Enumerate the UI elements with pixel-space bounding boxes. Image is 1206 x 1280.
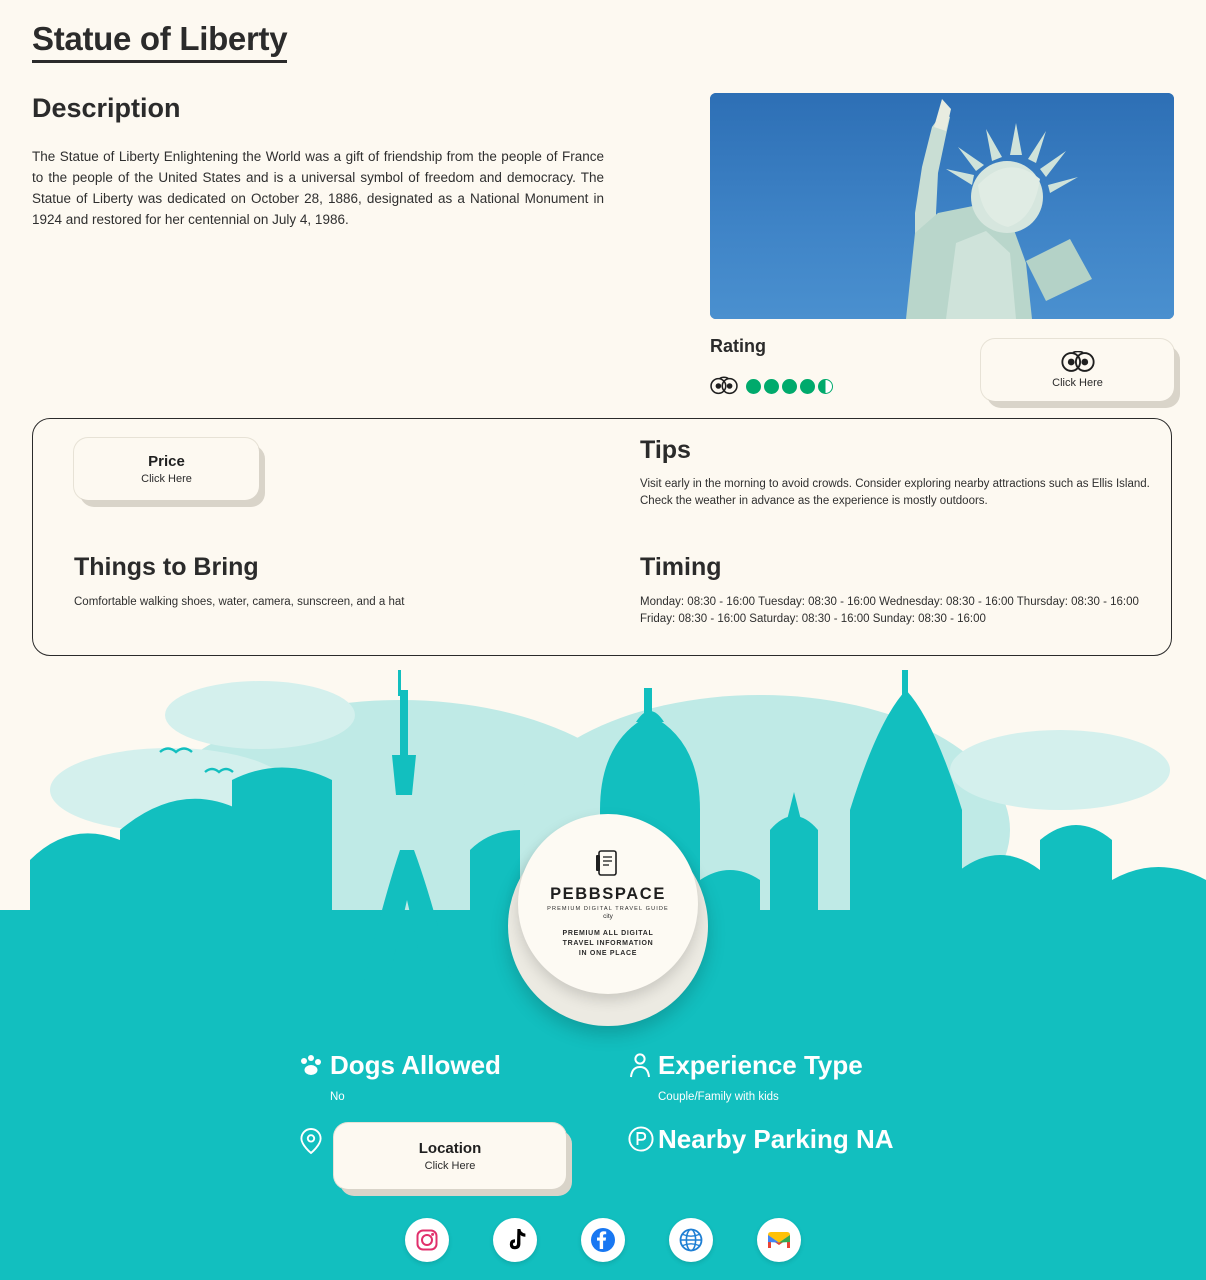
things-to-bring-body: Comfortable walking shoes, water, camera, sunscreen, and a hat: [74, 596, 405, 608]
badge-city: city: [603, 913, 613, 920]
parking-icon: [628, 1126, 654, 1152]
social-links: [0, 1218, 1206, 1262]
website-globe-icon[interactable]: [669, 1218, 713, 1262]
dogs-allowed-value: No: [330, 1091, 345, 1103]
pebbspace-logo-badge: [500, 810, 712, 1022]
hero-image: [710, 93, 1174, 319]
timing-heading: Timing: [640, 553, 722, 581]
tips-heading: Tips: [640, 436, 691, 464]
facebook-icon[interactable]: [581, 1218, 625, 1262]
tripadvisor-owl-icon: [1061, 351, 1095, 373]
rating-dot-half: [818, 379, 833, 394]
badge-tagline-line1: PREMIUM ALL DIGITAL: [562, 930, 654, 937]
experience-type-heading: Experience Type: [658, 1050, 863, 1080]
rating-dot: [746, 379, 761, 394]
location-button-title: Location: [418, 1140, 482, 1157]
tripadvisor-click-here-button[interactable]: [981, 339, 1174, 401]
price-button-label: Click Here: [141, 473, 192, 485]
instagram-icon[interactable]: [405, 1218, 449, 1262]
badge-tagline-line2: TRAVEL INFORMATION: [562, 940, 654, 947]
rating-dot: [782, 379, 797, 394]
travel-guide-book-icon: [595, 849, 621, 879]
price-button-title: Price: [148, 453, 185, 470]
tripadvisor-owl-icon: [710, 376, 738, 396]
location-button-label: Click Here: [424, 1160, 476, 1172]
description-heading: Description: [32, 93, 181, 123]
tiktok-icon[interactable]: [493, 1218, 537, 1262]
price-button[interactable]: [74, 438, 259, 500]
paw-icon: [298, 1052, 324, 1078]
gmail-icon[interactable]: [757, 1218, 801, 1262]
badge-tagline-line3: IN ONE PLACE: [578, 950, 638, 957]
timing-line-1: Monday: 08:30 - 16:00 Tuesday: 08:30 - 16:00 Wednesday: 08:30 - 16:00 Thursday: 08:30 - 16:00: [640, 596, 1139, 608]
rating-label: Rating: [710, 336, 766, 356]
map-pin-icon: [300, 1128, 322, 1154]
timing-line-2: Friday: 08:30 - 16:00 Saturday: 08:30 - 16:00 Sunday: 08:30 - 16:00: [640, 613, 986, 625]
rating-dot: [764, 379, 779, 394]
statue-illustration: [710, 93, 1174, 319]
timing-body: [640, 594, 1160, 628]
badge-subtitle: PREMIUM DIGITAL TRAVEL GUIDE: [547, 906, 669, 912]
things-to-bring-heading: Things to Bring: [74, 553, 259, 581]
tripadvisor-button-label: Click Here: [1052, 377, 1103, 389]
tips-body: Visit early in the morning to avoid crowds. Consider exploring nearby attractions such as Ellis Island. Check the weather in advance as the experience is mostly outdoors.: [640, 478, 1150, 507]
badge-frontdisk: [518, 814, 698, 994]
badge-brand: PEBBSPACE: [550, 885, 666, 903]
page-title: Statue of Liberty: [32, 20, 287, 63]
location-button[interactable]: [334, 1123, 566, 1189]
description-body: The Statue of Liberty Enlightening the World was a gift of friendship from the people of France to the people of the United States and is a universal symbol of freedom and democracy. The Statue of Liberty was dedicated on October 28, 1886, designated as a National Monument in 1924 and restored for her centennial on July 4, 1986.: [32, 149, 604, 227]
rating-dot: [800, 379, 815, 394]
rating-dots: [746, 379, 833, 394]
person-icon: [628, 1052, 652, 1078]
nearby-parking-heading: Nearby Parking NA: [658, 1124, 894, 1154]
rating-row: [710, 376, 833, 396]
experience-type-value: Couple/Family with kids: [658, 1091, 779, 1103]
badge-tagline: [563, 929, 654, 959]
dogs-allowed-heading: Dogs Allowed: [330, 1050, 501, 1080]
